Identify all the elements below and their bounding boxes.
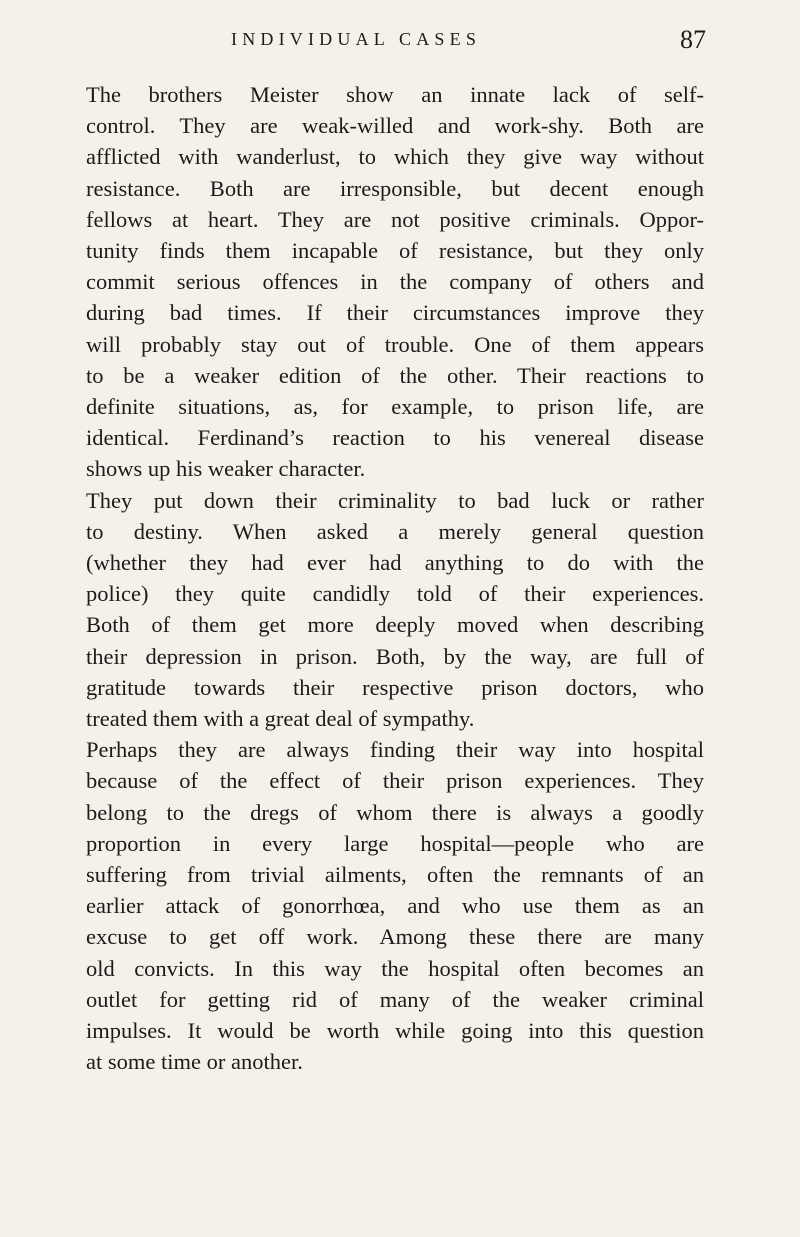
- text-line: definite situations, as, for example, to prison life, are: [86, 394, 704, 420]
- running-title: INDIVIDUAL CASES: [231, 29, 482, 49]
- text-line: will probably stay out of trouble. One of them appears: [86, 331, 704, 357]
- text-line: shows up his weaker character.: [86, 456, 366, 482]
- text-line: old convicts. In this way the hospital often becomes an: [86, 955, 704, 981]
- text-line: Both of them get more deeply moved when describing: [86, 612, 704, 638]
- text-line: resistance. Both are irresponsible, but decent enough: [86, 175, 704, 201]
- text-line: The brothers Meister show an innate lack of self-: [86, 82, 704, 107]
- text-line: excuse to get off work. Among these there are many: [86, 924, 704, 950]
- paragraph-2: [86, 485, 704, 735]
- text-line: treated them with a great deal of sympathy.: [86, 706, 475, 732]
- text-line: identical. Ferdinand’s reaction to his venereal disease: [86, 425, 704, 451]
- text-line: Perhaps they are always finding their way into hospital: [86, 737, 704, 763]
- running-head: [86, 25, 704, 59]
- paragraph-3: [86, 734, 704, 1077]
- text-line: afflicted with wanderlust, to which they give way without: [86, 144, 704, 170]
- text-line: (whether they had ever had anything to do with the: [86, 550, 704, 576]
- text-line: commit serious offences in the company of others and: [86, 269, 704, 295]
- text-line: fellows at heart. They are not positive criminals. Oppor-: [86, 206, 704, 232]
- text-line: at some time or another.: [86, 1049, 303, 1075]
- text-line: belong to the dregs of whom there is always a goodly: [86, 799, 704, 825]
- text-line: police) they quite candidly told of their experiences.: [86, 581, 704, 607]
- body-text: [86, 79, 704, 1078]
- text-line: impulses. It would be worth while going into this question: [86, 1018, 704, 1044]
- text-line: to be a weaker edition of the other. Their reactions to: [86, 362, 704, 388]
- page-number: 87: [680, 25, 706, 54]
- text-line: earlier attack of gonorrhœa, and who use them as an: [86, 893, 704, 919]
- text-line: They put down their criminality to bad luck or rather: [86, 487, 704, 513]
- text-line: proportion in every large hospital—people who are: [86, 830, 704, 856]
- text-line: during bad times. If their circumstances improve they: [86, 300, 704, 326]
- text-line: suffering from trivial ailments, often the remnants of an: [86, 862, 704, 888]
- text-line: because of the effect of their prison experiences. They: [86, 768, 704, 794]
- text-line: gratitude towards their respective prison doctors, who: [86, 674, 704, 700]
- paragraph-1: [86, 79, 704, 485]
- text-line: outlet for getting rid of many of the weaker criminal: [86, 986, 704, 1012]
- text-line: to destiny. When asked a merely general question: [86, 518, 704, 544]
- text-line: control. They are weak-willed and work-shy. Both are: [86, 113, 704, 139]
- text-line: their depression in prison. Both, by the way, are full of: [86, 643, 704, 669]
- text-line: tunity finds them incapable of resistance, but they only: [86, 238, 704, 264]
